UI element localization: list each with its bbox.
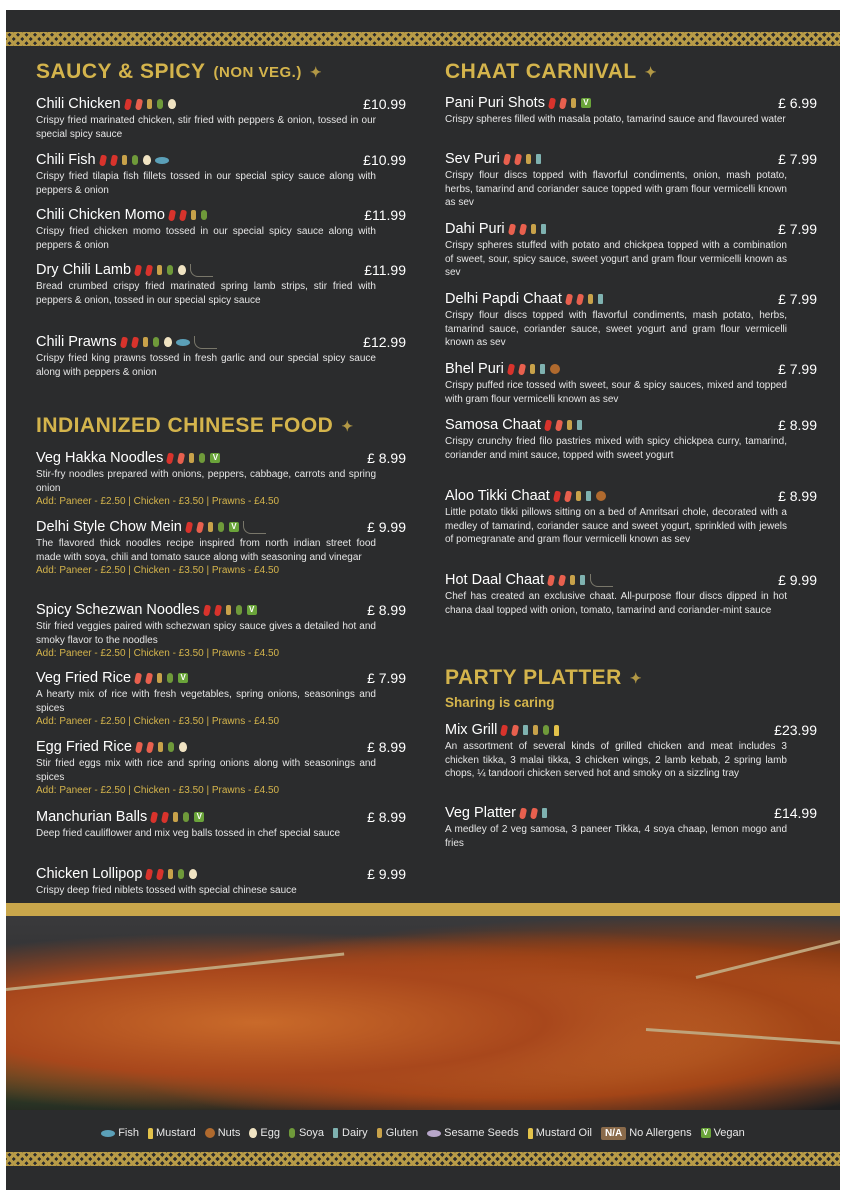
item-price: £ 8.99 [367, 450, 406, 466]
menu-item [445, 361, 817, 406]
legend-label: Mustard [155, 1127, 196, 1139]
item-price: £ 6.99 [778, 95, 817, 111]
mustard-icon [554, 725, 559, 736]
chili-icon [564, 490, 572, 502]
fish-icon [155, 157, 169, 164]
section-title-platter [445, 666, 642, 690]
gluten-icon [576, 491, 581, 501]
platter-tagline: Sharing is caring [445, 695, 555, 710]
gluten-icon [533, 725, 538, 735]
chili-icon [519, 223, 527, 235]
item-description: Crispy deep fried niblets tossed with special chinese sauce [36, 885, 297, 896]
nuts-icon [550, 364, 560, 374]
chaat-sketch-icon [590, 574, 613, 587]
item-description: Crispy crunchy fried filo pastries mixed with spicy chickpea curry, tamarind, coriander and mint sauce, topped with sweet yogurt [445, 436, 787, 461]
item-name: Chili Chicken [36, 96, 121, 112]
item-description: Crispy fried tilapia fish fillets tossed in our special spicy sauce along with peppers & onion [36, 171, 376, 196]
chili-icon [150, 811, 158, 823]
gluten-icon [173, 812, 178, 822]
vegan-icon: V [178, 673, 188, 683]
section-title-saucy [36, 60, 322, 84]
soya-icon [289, 1128, 295, 1138]
menu-item [36, 739, 406, 797]
item-name: Spicy Schezwan Noodles [36, 602, 200, 618]
soya-icon [153, 337, 159, 347]
menu-item [36, 602, 406, 660]
legend-item [701, 1127, 745, 1139]
item-price: £12.99 [363, 334, 406, 350]
soya-icon [157, 99, 163, 109]
dairy-icon [541, 224, 546, 234]
swirl-ornament-icon: ✦ [309, 63, 323, 80]
egg-icon [178, 265, 186, 275]
nuts-icon [596, 491, 606, 501]
item-price: £ 7.99 [778, 221, 817, 237]
chili-icon [99, 154, 107, 166]
dairy-icon [580, 575, 585, 585]
legend-label: Soya [298, 1127, 325, 1139]
item-name: Chili Fish [36, 152, 96, 168]
item-price: £ 7.99 [367, 670, 406, 686]
item-description: Chef has created an exclusive chaat. All-purpose flour discs dipped in hot chana daal topped with onion, tomato, tamarind and coriander-mint sauce [445, 591, 787, 616]
menu-item [445, 722, 817, 781]
chili-icon [156, 868, 164, 880]
chili-icon [508, 223, 516, 235]
item-name: Veg Hakka Noodles [36, 450, 164, 466]
menu-item [36, 450, 406, 508]
egg-icon [143, 155, 151, 165]
section-title-text: SAUCY & SPICY [36, 60, 206, 83]
item-name: Manchurian Balls [36, 809, 148, 825]
item-price: £ 8.99 [778, 488, 817, 504]
chili-icon [146, 741, 154, 753]
item-price: £11.99 [364, 207, 406, 223]
chili-icon [161, 811, 169, 823]
chili-icon [185, 521, 193, 533]
item-price: £23.99 [774, 722, 817, 738]
chili-icon [166, 452, 174, 464]
item-description: Stir-fry noodles prepared with onions, peppers, cabbage, carrots and spring onion [36, 469, 376, 494]
item-price: £ 7.99 [778, 361, 817, 377]
item-price: £ 8.99 [778, 417, 817, 433]
left-column [36, 56, 406, 906]
soya-icon [218, 522, 224, 532]
legend-item [601, 1127, 692, 1140]
chili-icon [553, 490, 561, 502]
soya-icon [543, 725, 549, 735]
legend-item [289, 1127, 324, 1139]
gluten-icon [147, 99, 152, 109]
item-description: Crispy fried marinated chicken, stir fried with peppers & onion, tossed in our special spicy sauce [36, 115, 376, 140]
legend-item [148, 1127, 196, 1139]
gluten-icon [526, 154, 531, 164]
item-description: Crispy spheres stuffed with potato and chickpea topped with a combination of sweet, sour, spicy sauce, sweet yogurt and gram flour vermicelli known as sev [445, 240, 787, 278]
item-description: A hearty mix of rice with fresh vegetables, spring onions, seasonings and spices [36, 689, 376, 714]
legend-label: Vegan [713, 1127, 745, 1139]
chili-icon [500, 724, 508, 736]
gluten-icon [571, 98, 576, 108]
menu-item [36, 262, 406, 307]
item-price: £10.99 [363, 152, 406, 168]
skewer-decor [6, 952, 344, 991]
skewer-decor [646, 1028, 840, 1045]
chili-icon [134, 264, 142, 276]
chili-icon [145, 264, 153, 276]
chili-icon [519, 807, 527, 819]
gluten-icon [143, 337, 148, 347]
item-price: £ 7.99 [778, 291, 817, 307]
menu-item [445, 805, 817, 850]
section-title-text: CHAAT CARNIVAL [445, 60, 637, 83]
legend-label: Nuts [217, 1127, 241, 1139]
legend-label: Fish [118, 1127, 139, 1139]
soya-icon [167, 673, 173, 683]
item-price: £ 7.99 [778, 151, 817, 167]
item-price: £ 8.99 [367, 602, 406, 618]
menu-item [36, 96, 406, 141]
menu-item [445, 417, 817, 462]
item-name: Pani Puri Shots [445, 95, 545, 111]
dairy-icon [523, 725, 528, 735]
food-photo [6, 916, 840, 1110]
legend-item [205, 1127, 241, 1139]
menu-item [36, 519, 406, 577]
decorative-border-top [6, 32, 840, 46]
decorative-border-bottom [6, 1152, 840, 1166]
chili-icon [168, 209, 176, 221]
swirl-ornament-icon: ✦ [341, 417, 354, 434]
dairy-icon [598, 294, 603, 304]
no-allergens-badge: N/A [601, 1127, 626, 1140]
mustard-oil-icon [528, 1128, 533, 1139]
legend-item [427, 1127, 519, 1139]
chili-icon [565, 293, 573, 305]
menu-page [6, 10, 840, 1190]
allergen-legend [6, 1122, 840, 1144]
menu-item [445, 572, 817, 617]
item-name: Veg Fried Rice [36, 670, 132, 686]
lamb-sketch-icon [190, 264, 213, 277]
item-description: Little potato tikki pillows sitting on a bed of Amritsari chole, decorated with a medley of tamarind, coriander sauce and sweet yogurt, sprinkled with jewels of pomegranate and gram flour vermicelli known as sev [445, 507, 787, 545]
soya-icon [201, 210, 207, 220]
gluten-icon [570, 575, 575, 585]
legend-label: Gluten [385, 1127, 419, 1139]
gluten-icon [168, 869, 173, 879]
chili-icon [134, 672, 142, 684]
soya-icon [178, 869, 184, 879]
item-price: £ 9.99 [367, 519, 406, 535]
legend-label: Sesame Seeds [444, 1127, 519, 1139]
dairy-icon [536, 154, 541, 164]
legend-item [377, 1127, 418, 1139]
item-addons: Add: Paneer - £2.50 | Chicken - £3.50 | Prawns - £4.50 [36, 716, 280, 727]
sesame-icon [427, 1130, 441, 1137]
item-addons: Add: Paneer - £2.50 | Chicken - £3.50 | Prawns - £4.50 [36, 496, 280, 507]
section-title-text: INDIANIZED CHINESE FOOD [36, 414, 334, 437]
skewer-decor [696, 940, 840, 979]
item-price: £14.99 [774, 805, 817, 821]
chili-icon [507, 363, 515, 375]
item-description: Crispy flour discs topped with flavorful condiments, mash potato, herbs, tamarind sauce, coriander sauce, sweet yogurt and gram flour vermicelli known as sev [445, 310, 787, 348]
item-description: Crispy puffed rice tossed with sweet, sour & spicy sauces, mixed and topped with gram flour vermicelli known as sev [445, 380, 787, 405]
menu-item [445, 95, 817, 127]
item-name: Delhi Style Chow Mein [36, 519, 182, 535]
legend-item [249, 1127, 280, 1139]
vegan-icon: V [247, 605, 257, 615]
mustard-icon [148, 1128, 153, 1139]
item-name: Chicken Lollipop [36, 866, 143, 882]
item-name: Aloo Tikki Chaat [445, 488, 550, 504]
swirl-ornament-icon: ✦ [629, 669, 643, 686]
item-name: Samosa Chaat [445, 417, 541, 433]
gluten-icon [189, 453, 194, 463]
section-title-chaat [445, 60, 657, 84]
legend-label: No Allergens [629, 1127, 692, 1139]
chili-icon [544, 419, 552, 431]
gluten-icon [588, 294, 593, 304]
item-name: Dry Chili Lamb [36, 262, 132, 278]
item-description: An assortment of several kinds of grilled chicken and meat includes 3 chicken tikka, 3 malai tikka, 3 chicken wings, 2 lamb kebab, 2 spring lamb chops, ¼ tandoori chicken served hot and smoky on a sizzling tray [445, 741, 787, 779]
item-description: A medley of 2 veg samosa, 3 paneer Tikka, 4 soya chaap, lemon mogo and fries [445, 824, 787, 849]
item-price: £10.99 [363, 96, 406, 112]
dairy-icon [540, 364, 545, 374]
egg-icon [179, 742, 187, 752]
legend-item [333, 1127, 368, 1139]
vegan-icon: V [194, 812, 204, 822]
menu-item [445, 221, 817, 280]
menu-item [36, 207, 406, 252]
gluten-icon [157, 265, 162, 275]
item-name: Mix Grill [445, 722, 498, 738]
menu-item [36, 809, 406, 841]
chili-icon [135, 98, 143, 110]
noodle-sketch-icon [243, 521, 266, 534]
item-description: Deep fried cauliflower and mix veg balls tossed in chef special sauce [36, 828, 341, 839]
egg-icon [189, 869, 197, 879]
item-name: Hot Daal Chaat [445, 572, 545, 588]
section-title-chinese [36, 414, 354, 438]
item-name: Chili Prawns [36, 334, 117, 350]
menu-item [36, 334, 406, 379]
item-description: Bread crumbed crispy fried marinated spring lamb strips, stir fried with peppers & onion, tossed in our special spicy sauce [36, 281, 376, 306]
fish-icon [176, 339, 190, 346]
chili-icon [196, 521, 204, 533]
gluten-icon [191, 210, 196, 220]
item-description: Crispy fried chicken momo tossed in our special spicy sauce along with peppers & onion [36, 226, 376, 251]
gluten-icon [226, 605, 231, 615]
section-title-text: PARTY PLATTER [445, 666, 622, 689]
menu-item [36, 866, 406, 898]
menu-item [445, 151, 817, 210]
vegan-icon: V [701, 1128, 711, 1138]
item-addons: Add: Paneer - £2.50 | Chicken - £3.50 | Prawns - £4.50 [36, 785, 280, 796]
dairy-icon [542, 808, 547, 818]
egg-icon [168, 99, 176, 109]
soya-icon [167, 265, 173, 275]
chili-icon [179, 209, 187, 221]
item-description: Crispy flour discs topped with flavorful condiments, onion, mash potato, herbs, tamarind and coriander sauce topped with gram flour vermicelli known as sev [445, 170, 787, 208]
chili-icon [120, 336, 128, 348]
right-column [445, 56, 817, 906]
chili-icon [555, 419, 563, 431]
legend-label: Mustard Oil [535, 1127, 592, 1139]
gluten-icon [567, 420, 572, 430]
item-description: The flavored thick noodles recipe inspired from north indian street food made with soya, chili and tomato sauce along with seasoning and vinegar [36, 538, 376, 563]
chili-icon [131, 336, 139, 348]
item-name: Veg Platter [445, 805, 516, 821]
egg-icon [164, 337, 172, 347]
chili-icon [214, 604, 222, 616]
chili-icon [514, 153, 522, 165]
dairy-icon [333, 1128, 338, 1138]
item-price: £11.99 [364, 262, 406, 278]
gluten-icon [377, 1128, 382, 1138]
soya-icon [199, 453, 205, 463]
chili-icon [503, 153, 511, 165]
chili-icon [547, 574, 555, 586]
legend-item [528, 1127, 592, 1139]
item-price: £ 8.99 [367, 809, 406, 825]
item-name: Bhel Puri [445, 361, 504, 377]
gluten-icon [122, 155, 127, 165]
chili-icon [511, 724, 519, 736]
item-name: Egg Fried Rice [36, 739, 132, 755]
item-price: £ 8.99 [367, 739, 406, 755]
menu-item [36, 152, 406, 197]
item-price: £ 9.99 [778, 572, 817, 588]
fish-icon [101, 1130, 115, 1137]
menu-item [445, 291, 817, 350]
soya-icon [168, 742, 174, 752]
item-description: Stir fried eggs mix with rice and spring onions along with seasonings and spices [36, 758, 376, 783]
soya-icon [183, 812, 189, 822]
vegan-icon: V [210, 453, 220, 463]
vegan-icon: V [229, 522, 239, 532]
chili-icon [559, 97, 567, 109]
item-name: Delhi Papdi Chaat [445, 291, 562, 307]
item-description: Stir fried veggies paired with schezwan spicy sauce gives a detailed hot and smoky flavor to the noodles [36, 621, 376, 646]
chili-icon [576, 293, 584, 305]
soya-icon [132, 155, 138, 165]
legend-label: Egg [260, 1127, 280, 1139]
gluten-icon [530, 364, 535, 374]
item-name: Sev Puri [445, 151, 500, 167]
prawn-sketch-icon [194, 336, 217, 349]
swirl-ornament-icon: ✦ [644, 63, 657, 80]
item-description: Crispy fried king prawns tossed in fresh garlic and our special spicy sauce along with peppers & onion [36, 353, 376, 378]
legend-item [101, 1127, 139, 1139]
gluten-icon [158, 742, 163, 752]
chili-icon [145, 868, 153, 880]
soya-icon [236, 605, 242, 615]
chili-icon [135, 741, 143, 753]
item-price: £ 9.99 [367, 866, 406, 882]
gluten-icon [531, 224, 536, 234]
section-title-suffix: (NON VEG.) [213, 63, 302, 81]
item-name: Dahi Puri [445, 221, 505, 237]
dairy-icon [586, 491, 591, 501]
item-addons: Add: Paneer - £2.50 | Chicken - £3.50 | Prawns - £4.50 [36, 648, 280, 659]
gold-divider [6, 903, 840, 916]
dairy-icon [577, 420, 582, 430]
chili-icon [548, 97, 556, 109]
chili-icon [177, 452, 185, 464]
chili-icon [110, 154, 118, 166]
chili-icon [124, 98, 132, 110]
item-addons: Add: Paneer - £2.50 | Chicken - £3.50 | Prawns - £4.50 [36, 565, 280, 576]
menu-item [445, 488, 817, 547]
chili-icon [203, 604, 211, 616]
nuts-icon [205, 1128, 215, 1138]
chili-icon [518, 363, 526, 375]
chili-icon [558, 574, 566, 586]
egg-icon [249, 1128, 257, 1138]
item-name: Chili Chicken Momo [36, 207, 165, 223]
chili-icon [145, 672, 153, 684]
menu-item [36, 670, 406, 728]
vegan-icon: V [581, 98, 591, 108]
gluten-icon [208, 522, 213, 532]
chili-icon [530, 807, 538, 819]
item-description: Crispy spheres filled with masala potato, tamarind sauce and flavoured water [445, 114, 786, 125]
legend-label: Dairy [342, 1127, 368, 1139]
gluten-icon [157, 673, 162, 683]
